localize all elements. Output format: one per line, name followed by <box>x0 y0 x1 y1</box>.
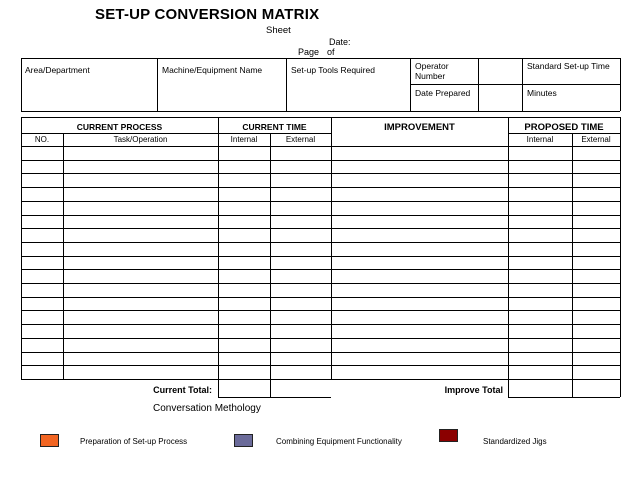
col-no-header: NO. <box>34 135 50 144</box>
table-row <box>21 379 620 380</box>
table-row <box>21 324 620 325</box>
current-total-label: Current Total: <box>153 385 212 395</box>
minutes-label: Minutes <box>527 88 557 98</box>
table-row <box>21 269 620 270</box>
standard-setup-time-label: Standard Set-up Time <box>527 61 610 71</box>
proposed-time-header: PROPOSED TIME <box>524 122 604 133</box>
of-label: of <box>327 47 335 57</box>
table-row <box>21 283 620 284</box>
col-proposed-internal-header: Internal <box>526 135 554 144</box>
current-process-header: CURRENT PROCESS <box>76 122 163 132</box>
current-time-header: CURRENT TIME <box>242 122 307 132</box>
date-prepared-label: Date Prepared <box>415 88 471 98</box>
col-internal-header: Internal <box>230 135 258 144</box>
legend-label-combining: Combining Equipment Functionality <box>276 437 402 446</box>
table-row <box>21 215 620 216</box>
sheet-label: Sheet <box>266 25 291 36</box>
legend-swatch-combining <box>234 434 253 447</box>
col-external-header: External <box>285 135 316 144</box>
page-label: Page <box>298 47 320 57</box>
table-row <box>21 297 620 298</box>
legend-label-standardized: Standardized Jigs <box>483 437 547 446</box>
table-row <box>21 242 620 243</box>
table-row <box>21 201 620 202</box>
legend-label-preparation: Preparation of Set-up Process <box>80 437 188 446</box>
improvement-header: IMPROVEMENT <box>384 122 455 133</box>
table-row <box>21 365 620 366</box>
col-proposed-external-header: External <box>581 135 611 144</box>
table-row <box>21 256 620 257</box>
table-row <box>21 160 620 161</box>
machine-equipment-label: Machine/Equipment Name <box>162 65 263 75</box>
date-label: Date: <box>329 37 351 47</box>
setup-tools-label: Set-up Tools Required <box>291 65 375 75</box>
operator-number-label: Operator Number <box>415 61 449 81</box>
area-department-label: Area/Department <box>25 65 90 75</box>
table-row <box>21 338 620 339</box>
table-row <box>21 310 620 311</box>
table-row <box>21 228 620 229</box>
col-task-header: Task/Operation <box>113 135 168 144</box>
legend-heading: Conversation Methology <box>153 403 261 414</box>
table-row <box>21 352 620 353</box>
page-title: SET-UP CONVERSION MATRIX <box>95 6 320 23</box>
legend-swatch-standardized <box>439 429 458 442</box>
table-row <box>21 173 620 174</box>
improve-total-label: Improve Total <box>444 385 503 395</box>
table-row <box>21 187 620 188</box>
legend-swatch-preparation <box>40 434 59 447</box>
